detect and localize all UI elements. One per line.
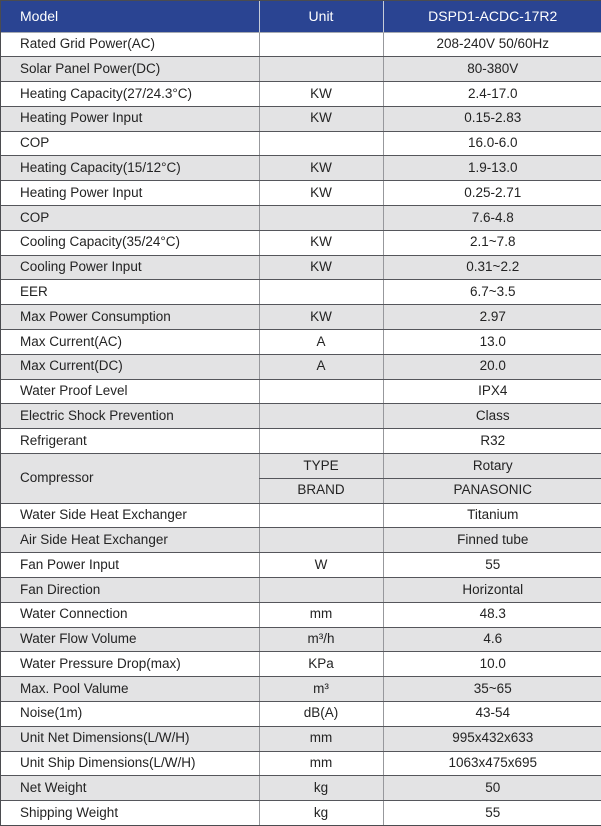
row-label: Max Current(AC): [1, 330, 259, 355]
row-label: Water Side Heat Exchanger: [1, 503, 259, 528]
spec-table-head: [1, 1, 601, 32]
row-unit-cell: mm: [259, 602, 383, 627]
row-label: COP: [1, 131, 259, 156]
row-value-cell: 10.0: [383, 652, 601, 677]
row-unit-cell: W: [259, 553, 383, 578]
row-label: Water Proof Level: [1, 379, 259, 404]
row-unit-cell: KW: [259, 230, 383, 255]
row-unit-cell: [259, 280, 383, 305]
row-unit-cell: KW: [259, 305, 383, 330]
row-label: COP: [1, 206, 259, 231]
row-value-cell: Rotary: [383, 454, 601, 479]
row-value-cell: 0.15-2.83: [383, 106, 601, 131]
row-unit-cell: kg: [259, 776, 383, 801]
row-label: Heating Capacity(27/24.3°C): [1, 82, 259, 107]
row-unit-cell: KW: [259, 156, 383, 181]
table-row: [1, 156, 601, 181]
row-label: Cooling Capacity(35/24°C): [1, 230, 259, 255]
row-label: Noise(1m): [1, 702, 259, 727]
row-label: Max. Pool Valume: [1, 677, 259, 702]
row-unit-cell: A: [259, 354, 383, 379]
table-row: [1, 726, 601, 751]
row-value-cell: 13.0: [383, 330, 601, 355]
row-value-cell: Horizontal: [383, 578, 601, 603]
table-row: [1, 751, 601, 776]
row-value-cell: 2.4-17.0: [383, 82, 601, 107]
table-row: [1, 354, 601, 379]
row-label: Heating Power Input: [1, 181, 259, 206]
row-unit-cell: [259, 503, 383, 528]
table-row: [1, 305, 601, 330]
row-value-cell: 35~65: [383, 677, 601, 702]
table-row: [1, 131, 601, 156]
spec-table: [1, 1, 601, 825]
row-value-cell: Titanium: [383, 503, 601, 528]
row-value-cell: 1063x475x695: [383, 751, 601, 776]
row-label: Electric Shock Prevention: [1, 404, 259, 429]
table-row: [1, 677, 601, 702]
row-value-cell: PANASONIC: [383, 478, 601, 503]
table-row: [1, 801, 601, 825]
table-row: [1, 602, 601, 627]
row-label: Unit Net Dimensions(L/W/H): [1, 726, 259, 751]
table-row: [1, 106, 601, 131]
row-value-cell: 995x432x633: [383, 726, 601, 751]
table-row: [1, 578, 601, 603]
row-value-cell: 4.6: [383, 627, 601, 652]
row-value-cell: 16.0-6.0: [383, 131, 601, 156]
table-row: [1, 206, 601, 231]
row-label: Solar Panel Power(DC): [1, 57, 259, 82]
table-row: [1, 454, 601, 479]
row-unit-cell: dB(A): [259, 702, 383, 727]
row-value-cell: 2.1~7.8: [383, 230, 601, 255]
row-value-cell: Class: [383, 404, 601, 429]
row-unit-cell: [259, 32, 383, 57]
row-unit-cell: [259, 429, 383, 454]
row-value-cell: R32: [383, 429, 601, 454]
row-label: Rated Grid Power(AC): [1, 32, 259, 57]
row-value-cell: 7.6-4.8: [383, 206, 601, 231]
row-label: EER: [1, 280, 259, 305]
header-model-number: DSPD1-ACDC-17R2: [383, 1, 601, 32]
table-row: [1, 181, 601, 206]
row-unit-cell: [259, 578, 383, 603]
row-value-cell: 0.31~2.2: [383, 255, 601, 280]
table-row: [1, 57, 601, 82]
table-row: [1, 553, 601, 578]
row-unit-cell: mm: [259, 726, 383, 751]
row-value-cell: 208-240V 50/60Hz: [383, 32, 601, 57]
row-unit-cell: KW: [259, 106, 383, 131]
row-value-cell: 55: [383, 801, 601, 825]
table-row: [1, 503, 601, 528]
table-row: [1, 32, 601, 57]
row-label: Net Weight: [1, 776, 259, 801]
row-label: Fan Direction: [1, 578, 259, 603]
row-value-cell: 20.0: [383, 354, 601, 379]
header-model: Model: [1, 1, 259, 32]
row-label: Cooling Power Input: [1, 255, 259, 280]
table-row: [1, 776, 601, 801]
row-unit-cell: KW: [259, 255, 383, 280]
header-unit: Unit: [259, 1, 383, 32]
table-row: [1, 82, 601, 107]
table-row: [1, 652, 601, 677]
table-row: [1, 404, 601, 429]
row-value-cell: 55: [383, 553, 601, 578]
row-label: Max Power Consumption: [1, 305, 259, 330]
row-unit-cell: KPa: [259, 652, 383, 677]
row-unit-cell: [259, 131, 383, 156]
row-value-cell: 43-54: [383, 702, 601, 727]
row-unit-cell: kg: [259, 801, 383, 825]
table-row: [1, 280, 601, 305]
table-row: [1, 429, 601, 454]
row-unit-cell: TYPE: [259, 454, 383, 479]
row-value-cell: 48.3: [383, 602, 601, 627]
row-label: Max Current(DC): [1, 354, 259, 379]
row-label: Refrigerant: [1, 429, 259, 454]
row-unit-cell: [259, 528, 383, 553]
row-value-cell: 1.9-13.0: [383, 156, 601, 181]
row-value-cell: Finned tube: [383, 528, 601, 553]
table-row: [1, 330, 601, 355]
row-unit-cell: KW: [259, 181, 383, 206]
row-unit-cell: mm: [259, 751, 383, 776]
row-unit-cell: KW: [259, 82, 383, 107]
spec-table-body: [1, 32, 601, 825]
row-value-cell: 6.7~3.5: [383, 280, 601, 305]
row-value-cell: 80-380V: [383, 57, 601, 82]
row-label: Air Side Heat Exchanger: [1, 528, 259, 553]
row-label: Shipping Weight: [1, 801, 259, 825]
row-label: Fan Power Input: [1, 553, 259, 578]
row-unit-cell: [259, 206, 383, 231]
row-label: Water Connection: [1, 602, 259, 627]
row-unit-cell: [259, 379, 383, 404]
table-row: [1, 528, 601, 553]
row-unit-cell: BRAND: [259, 478, 383, 503]
row-unit-cell: [259, 404, 383, 429]
row-label: Heating Power Input: [1, 106, 259, 131]
row-unit-cell: m³: [259, 677, 383, 702]
table-row: [1, 379, 601, 404]
row-label: Water Flow Volume: [1, 627, 259, 652]
table-row: [1, 230, 601, 255]
header-row: [1, 1, 601, 32]
row-value-cell: IPX4: [383, 379, 601, 404]
row-label: Compressor: [1, 454, 259, 504]
table-row: [1, 702, 601, 727]
table-row: [1, 627, 601, 652]
table-row: [1, 255, 601, 280]
row-value-cell: 50: [383, 776, 601, 801]
row-label: Water Pressure Drop(max): [1, 652, 259, 677]
row-unit-cell: A: [259, 330, 383, 355]
row-label: Heating Capacity(15/12°C): [1, 156, 259, 181]
row-value-cell: 2.97: [383, 305, 601, 330]
row-label: Unit Ship Dimensions(L/W/H): [1, 751, 259, 776]
row-value-cell: 0.25-2.71: [383, 181, 601, 206]
row-unit-cell: [259, 57, 383, 82]
row-unit-cell: m³/h: [259, 627, 383, 652]
